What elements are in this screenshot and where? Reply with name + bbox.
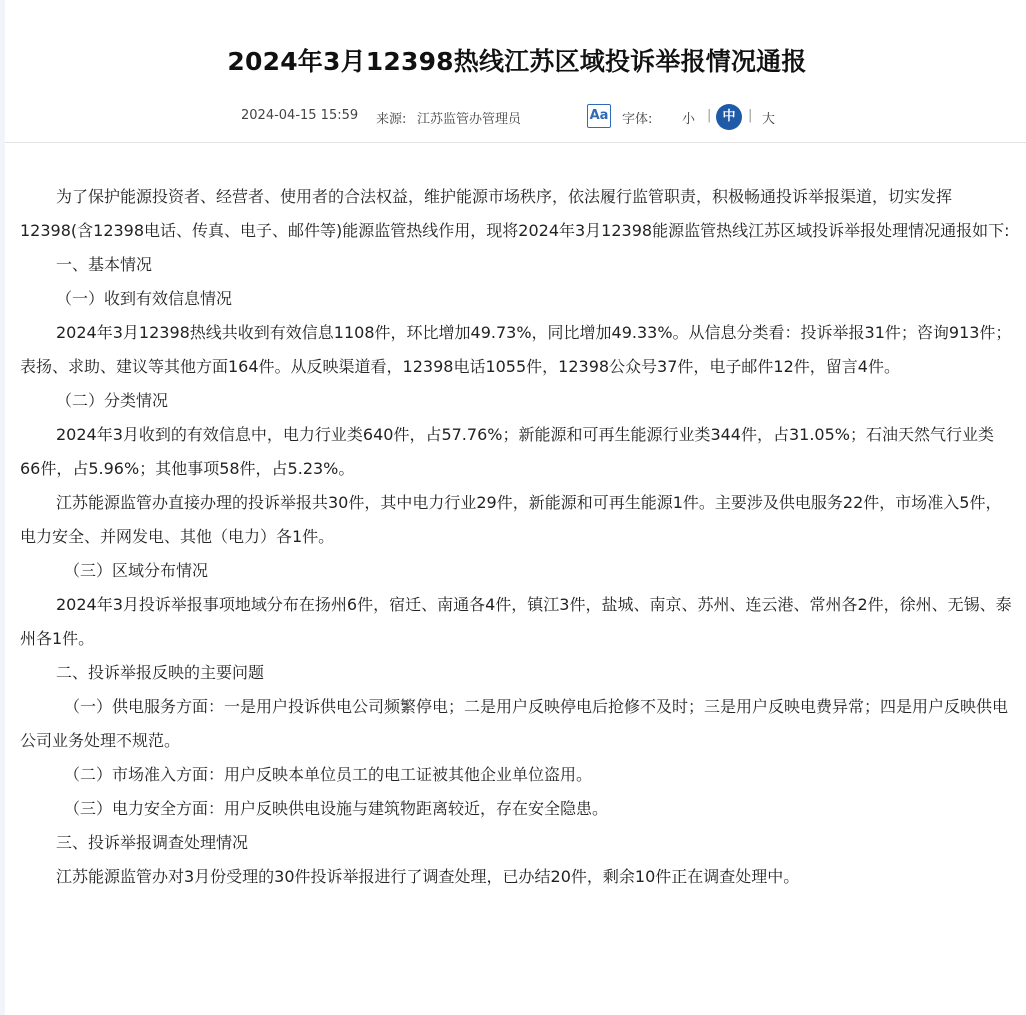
font-size-separator: | [748, 108, 753, 123]
font-size-label: 字体: [622, 112, 653, 127]
font-size-large-button[interactable]: 大 [762, 112, 776, 127]
subsection-heading: （一）收到有效信息情况 [56, 289, 233, 308]
article-meta-bar [0, 104, 1026, 130]
body-paragraph: 江苏能源监管办直接办理的投诉举报共30件，其中电力行业29件，新能源和可再生能源1件。主要涉及供电服务22件，市场准入5件，电力安全、并网发电、其他（电力）各1件。 [20, 493, 1002, 546]
publish-date: 2024-04-15 15:59 [241, 108, 359, 123]
header-divider [5, 142, 1026, 143]
body-paragraph: （三）电力安全方面：用户反映供电设施与建筑物距离较近，存在安全隐患。 [64, 799, 609, 818]
article-title: 2024年3月12398热线江苏区域投诉举报情况通报 [227, 47, 807, 76]
body-paragraph: 2024年3月12398热线共收到有效信息1108件，环比增加49.73%，同比增加49.33%。从信息分类看：投诉举报31件；咨询913件；表扬、求助、建议等其他方面164件。从反映渠道看，12398电话1055件，12398公众号37件，电子邮件12件，留言4件。 [20, 323, 1012, 376]
section-heading: 二、投诉举报反映的主要问题 [56, 663, 265, 682]
body-paragraph: 2024年3月投诉举报事项地域分布在扬州6件，宿迁、南通各4件，镇江3件，盐城、南京、苏州、连云港、常州各2件，徐州、无锡、泰州各1件。 [20, 595, 1012, 648]
body-paragraph: （二）市场准入方面：用户反映本单位员工的电工证被其他企业单位盗用。 [64, 765, 593, 784]
left-edge-strip [0, 0, 5, 1015]
section-heading: 一、基本情况 [56, 255, 153, 274]
source-label: 来源: [376, 112, 407, 127]
section-heading: 三、投诉举报调查处理情况 [56, 833, 249, 852]
font-size-medium-button[interactable]: 中 [716, 104, 742, 130]
body-paragraph: （一）供电服务方面：一是用户投诉供电公司频繁停电；二是用户反映停电后抢修不及时；三是用户反映电费异常；四是用户反映供电公司业务处理不规范。 [20, 697, 1009, 750]
subsection-heading: （二）分类情况 [56, 391, 169, 410]
source-value: 江苏监管办管理员 [417, 112, 522, 127]
intro-paragraph: 为了保护能源投资者、经营者、使用者的合法权益，维护能源市场秩序，依法履行监管职责，积极畅通投诉举报渠道，切实发挥12398(含12398电话、传真、电子、邮件等)能源监管热线作用，现将2024年3月12398能源监管热线江苏区域投诉举报处理情况通报如下: [20, 187, 1010, 240]
body-paragraph: 2024年3月收到的有效信息中，电力行业类640件，占57.76%；新能源和可再生能源行业类344件，占31.05%；石油天然气行业类66件，占5.96%；其他事项58件，占5.23%。 [20, 425, 994, 478]
font-size-icon: Aa [587, 104, 611, 128]
article-header [0, 0, 1026, 143]
article-body [20, 180, 1012, 894]
font-size-small-button[interactable]: 小 [682, 112, 696, 127]
subsection-heading: （三）区域分布情况 [64, 561, 209, 580]
font-size-separator: | [707, 108, 712, 123]
body-paragraph: 江苏能源监管办对3月份受理的30件投诉举报进行了调查处理，已办结20件，剩余10件正在调查处理中。 [56, 867, 800, 886]
